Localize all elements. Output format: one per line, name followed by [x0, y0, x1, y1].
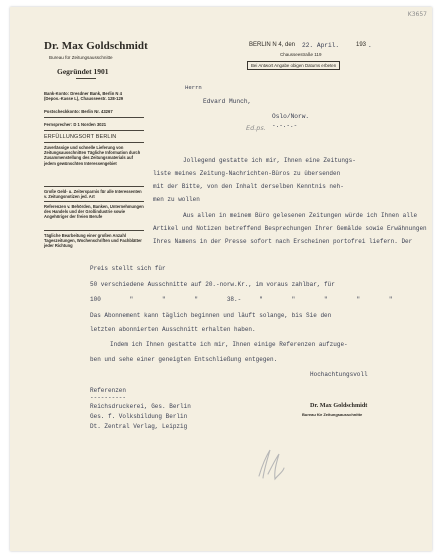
recipient-city: Oslo/Norw.	[272, 113, 310, 120]
founded-line: Gegründet 1901	[57, 67, 109, 76]
letterhead-subtitle: Bureau für Zeitungsausschnitte	[49, 55, 113, 60]
date-typed: 22. April.	[302, 42, 340, 49]
body-line-3: mit der Bitte, von den Inhalt derselben Kenntnis neh-	[153, 183, 344, 190]
divider-5	[44, 201, 144, 202]
divider-1	[44, 117, 144, 118]
bank-line-2: (Depos.-Kasse L), Chausseestr. 128-129	[44, 96, 124, 101]
recipient-salutation: Herrn	[185, 84, 202, 91]
divider-2	[44, 130, 144, 131]
body-subscription-2: letzten abonnierten Ausschnitt erhalten haben.	[90, 326, 256, 333]
body-paragraph-delivery: Aus allen in meinem Büro gelesenen Zeitungen würde ich Ihnen alle Artikel und Notizen betreffend Besprechungen Ihrer Gemälde sowie Erwähnungen Ihres Namens in der Presse sofort nach Erscheinen portofrei liefern. Der	[153, 212, 427, 245]
body-price-50: 50 verschiedene Ausschnitte auf 20.-norw.Kr., im voraus zahlbar, für	[90, 281, 335, 288]
closing-greeting: Hochachtungsvoll	[310, 371, 368, 378]
phone-line: Fernsprecher: D 1 Norden 3021	[44, 122, 107, 127]
stamp-name: Dr. Max Goldschmidt	[310, 402, 368, 409]
sidebar-block-savings: Große Geld- u. Zeitersparnis für alle Interessenten v. Zeitungsnotizen jed. Art	[44, 189, 142, 200]
reference-1: Reichsdruckerei, Ges. Berlin	[90, 403, 191, 410]
founded-underline	[76, 78, 96, 79]
body-references-1: Indem ich Ihnen gestatte ich mir, Ihnen einige Referenzen aufzuge-	[110, 341, 348, 348]
year-printed: 193	[356, 42, 367, 48]
reply-notice-box: Bei Antwort Angabe obigen Datums erbeten	[247, 61, 340, 70]
body-line-2: liste meines Zeitung-Nachrichten-Büros zu übersenden	[153, 170, 341, 177]
recipient-name: Edvard Munch,	[203, 98, 252, 105]
body-line-1: Jollegend gestatte ich mir, Ihnen eine Zeitungs-	[183, 157, 356, 164]
reference-2: Ges. f. Volksbildung Berlin	[90, 413, 188, 420]
year-typed: .	[368, 42, 372, 49]
divider-3	[44, 142, 144, 143]
references-heading: Referenzen	[90, 387, 127, 394]
divider-4	[44, 186, 144, 187]
street-line: Chausseestraße 119	[280, 52, 322, 57]
recipient-separator: -.-.-.-	[272, 122, 298, 129]
references-underline: ----------	[90, 394, 127, 401]
archive-mark: K3657	[407, 11, 427, 18]
sidebar-block-processing: Tägliche Bearbeitung einer großen Anzahl Tageszeitungen, Wochenschriften und Fachblätter jeder Richtung	[44, 233, 142, 249]
body-price-100: 100 " " " 38.- " " " " "	[90, 296, 393, 303]
reference-3: Dt. Zentral Verlag, Leipzig	[90, 423, 188, 430]
sidebar-block-service: Zuverlässige und schnelle Lieferung von Zeitungsausschnitten Tägliche Information durch Zusammenstellung des Zeitungsmaterials auf jedem gewünschten Interessengebiet	[44, 145, 141, 166]
letter-sheet	[10, 7, 432, 551]
sidebar-block-references: Referenzen v. Behörden, Banken, Unternehmungen des Handels und der Großindustrie sowie Angehöriger der freien Berufe	[44, 204, 144, 220]
pencil-signature	[253, 444, 289, 484]
body-price-intro: Preis stellt sich für	[90, 265, 166, 272]
handwritten-note: Ed.ps.	[246, 124, 266, 132]
letterhead-name: Dr. Max Goldschmidt	[44, 40, 148, 52]
stamp-subtitle: Bureau für Zeitungsausschnitte	[302, 412, 363, 417]
body-references-2: ben und sehe einer geneigten Entschließung entgegen.	[90, 356, 278, 363]
body-line-4: men zu wollen	[153, 196, 200, 203]
erfuellungsort: ERFÜLLUNGSORT BERLIN	[44, 134, 117, 140]
bank-line-1: Bank-Konto: Dresdner Bank, Berlin N 4	[44, 91, 122, 96]
divider-6	[44, 230, 144, 231]
body-subscription-1: Das Abonnement kann täglich beginnen und läuft solange, bis Sie den	[90, 312, 332, 319]
postscheck-line: Postscheckkonto: Berlin Nr. 43267	[44, 109, 113, 114]
place-line: BERLIN N 4, den	[249, 42, 296, 48]
